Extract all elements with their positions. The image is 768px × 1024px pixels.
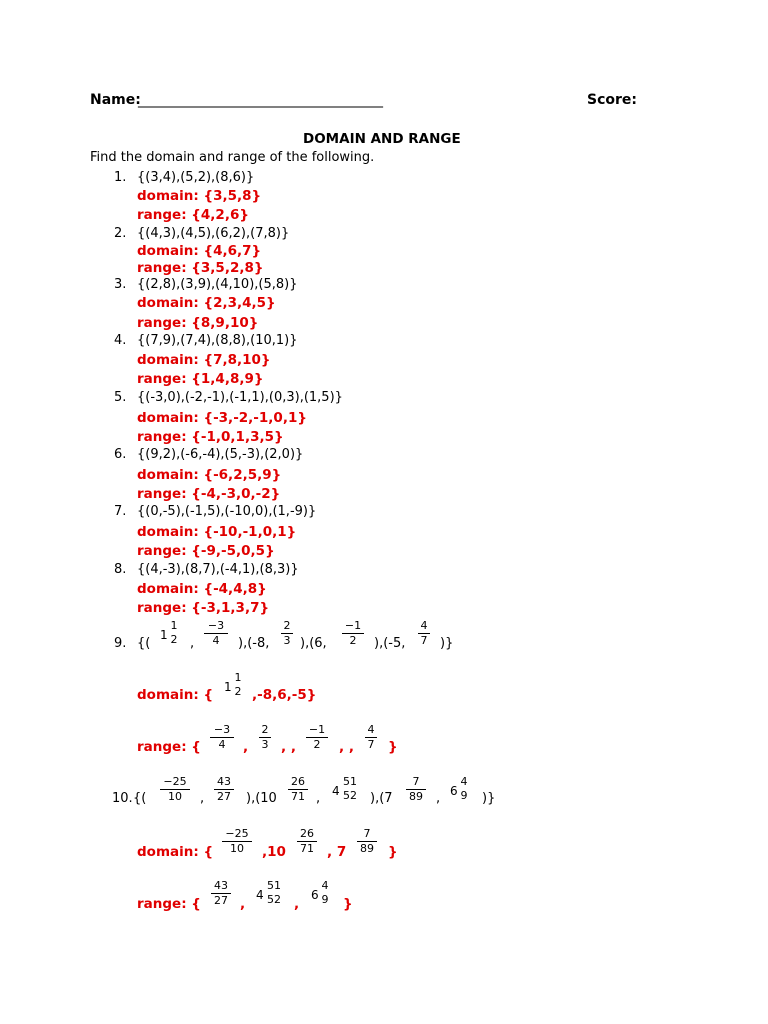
comma: ,	[243, 739, 249, 755]
domain-answer: domain: {2,3,4,5}	[137, 295, 276, 311]
fraction: $\frac{26}{71}$	[288, 776, 308, 803]
domain-answer: domain: {3,5,8}	[137, 188, 262, 204]
set-close: )}	[440, 636, 454, 651]
set-text: ),(7	[370, 791, 393, 806]
fraction: $\frac{43}{27}$	[211, 880, 231, 907]
fraction: $\frac{-3}{4}$	[210, 724, 234, 751]
fraction: 1 2	[234, 671, 242, 698]
domain-answer: domain: {-4,4,8}	[137, 581, 267, 597]
problem-number: 8.	[114, 562, 127, 577]
set-open: {(	[133, 791, 147, 806]
domain-answer: domain: {4,6,7}	[137, 243, 262, 259]
set-open: {(	[137, 636, 151, 651]
problem-number: 7.	[114, 504, 127, 519]
fraction: $\frac{-25}{10}$	[160, 776, 190, 803]
range-answer: range: {-3,1,3,7}	[137, 600, 270, 616]
problem-number: 2.	[114, 226, 127, 241]
fraction: $\frac{7}{89}$	[357, 828, 377, 855]
fraction: $\frac{-1}{2}$	[306, 724, 328, 751]
domain-answer: domain: {-3,-2,-1,0,1}	[137, 410, 307, 426]
set-text: ),(6,	[300, 636, 327, 651]
domain-close: }	[388, 844, 398, 860]
comma: ,	[190, 636, 195, 651]
domain-answer: domain: {-6,2,5,9}	[137, 467, 282, 483]
whole-number: 1	[224, 680, 232, 694]
fraction: $\frac{4}{7}$	[365, 724, 377, 751]
fraction: $\frac{-1}{2}$	[342, 620, 364, 647]
whole-number: 4	[256, 888, 264, 902]
range-answer: range: {-4,-3,0,-2}	[137, 486, 281, 502]
fraction: $\frac{4}{7}$	[418, 620, 430, 647]
whole-number: 1	[160, 628, 168, 642]
problem-number: 6.	[114, 447, 127, 462]
problem-set: {(4,-3),(8,7),(-4,1),(8,3)}	[137, 562, 299, 577]
name-line[interactable]: ___________________________________	[138, 92, 383, 108]
fraction: $\frac{26}{71}$	[297, 828, 317, 855]
fraction: $\frac{2}{3}$	[259, 724, 271, 751]
set-text: ),(-8,	[238, 636, 270, 651]
fraction: 1 2	[170, 619, 178, 646]
fraction: $\frac{2}{3}$	[281, 620, 293, 647]
domain-label: domain: {	[137, 687, 214, 703]
problem-set: {(2,8),(3,9),(4,10),(5,8)}	[137, 277, 298, 292]
set-close: )}	[482, 791, 496, 806]
page-title: DOMAIN AND RANGE	[303, 131, 461, 147]
problem-set: {(-3,0),(-2,-1),(-1,1),(0,3),(1,5)}	[137, 390, 343, 405]
range-label: range: {	[137, 896, 201, 912]
domain-rest: ,-8,6,-5}	[252, 687, 317, 703]
comma: ,	[436, 791, 441, 806]
problem-set: {(3,4),(5,2),(8,6)}	[137, 170, 255, 185]
set-text: ),(10	[246, 791, 277, 806]
range-answer: range: {-1,0,1,3,5}	[137, 429, 284, 445]
problem-number: 3.	[114, 277, 127, 292]
problem-set: {(9,2),(-6,-4),(5,-3),(2,0)}	[137, 447, 304, 462]
problem-set: {(7,9),(7,4),(8,8),(10,1)}	[137, 333, 298, 348]
fraction: 51 52	[267, 879, 281, 906]
comma: , ,	[281, 739, 296, 755]
domain-answer: domain: {7,8,10}	[137, 352, 271, 368]
problem-set: {(4,3),(4,5),(6,2),(7,8)}	[137, 226, 290, 241]
fraction: $\frac{-25}{10}$	[222, 828, 252, 855]
fraction: 4 9	[460, 775, 468, 802]
problem-number: 10.	[112, 791, 133, 806]
whole-number: 6	[450, 784, 458, 798]
range-answer: range: {8,9,10}	[137, 315, 259, 331]
domain-answer: domain: {-10,-1,0,1}	[137, 524, 297, 540]
range-answer: range: {3,5,2,8}	[137, 260, 264, 276]
problem-number: 1.	[114, 170, 127, 185]
domain-label: domain: {	[137, 844, 214, 860]
comma: , ,	[339, 739, 354, 755]
whole-number: 6	[311, 888, 319, 902]
comma: ,	[316, 791, 321, 806]
range-close: }	[388, 739, 398, 755]
range-label: range: {	[137, 739, 201, 755]
fraction: $\frac{-3}{4}$	[204, 620, 228, 647]
domain-text: ,10	[262, 844, 286, 860]
name-label: Name:	[90, 92, 141, 108]
fraction: 4 9	[321, 879, 329, 906]
problem-number: 4.	[114, 333, 127, 348]
range-answer: range: {4,2,6}	[137, 207, 249, 223]
instructions: Find the domain and range of the following.	[90, 150, 375, 165]
whole-number: 4	[332, 784, 340, 798]
problem-number: 5.	[114, 390, 127, 405]
score-label: Score:	[587, 92, 637, 108]
fraction: 51 52	[343, 775, 357, 802]
range-answer: range: {-9,-5,0,5}	[137, 543, 275, 559]
comma: ,	[240, 896, 246, 912]
range-close: }	[343, 896, 353, 912]
fraction: $\frac{7}{89}$	[406, 776, 426, 803]
problem-set: {(0,-5),(-1,5),(-10,0),(1,-9)}	[137, 504, 317, 519]
problem-number: 9.	[114, 636, 127, 651]
fraction: $\frac{43}{27}$	[214, 776, 234, 803]
comma: ,	[200, 791, 205, 806]
domain-text: , 7	[327, 844, 347, 860]
set-text: ),(-5,	[374, 636, 406, 651]
range-answer: range: {1,4,8,9}	[137, 371, 264, 387]
comma: ,	[294, 896, 300, 912]
